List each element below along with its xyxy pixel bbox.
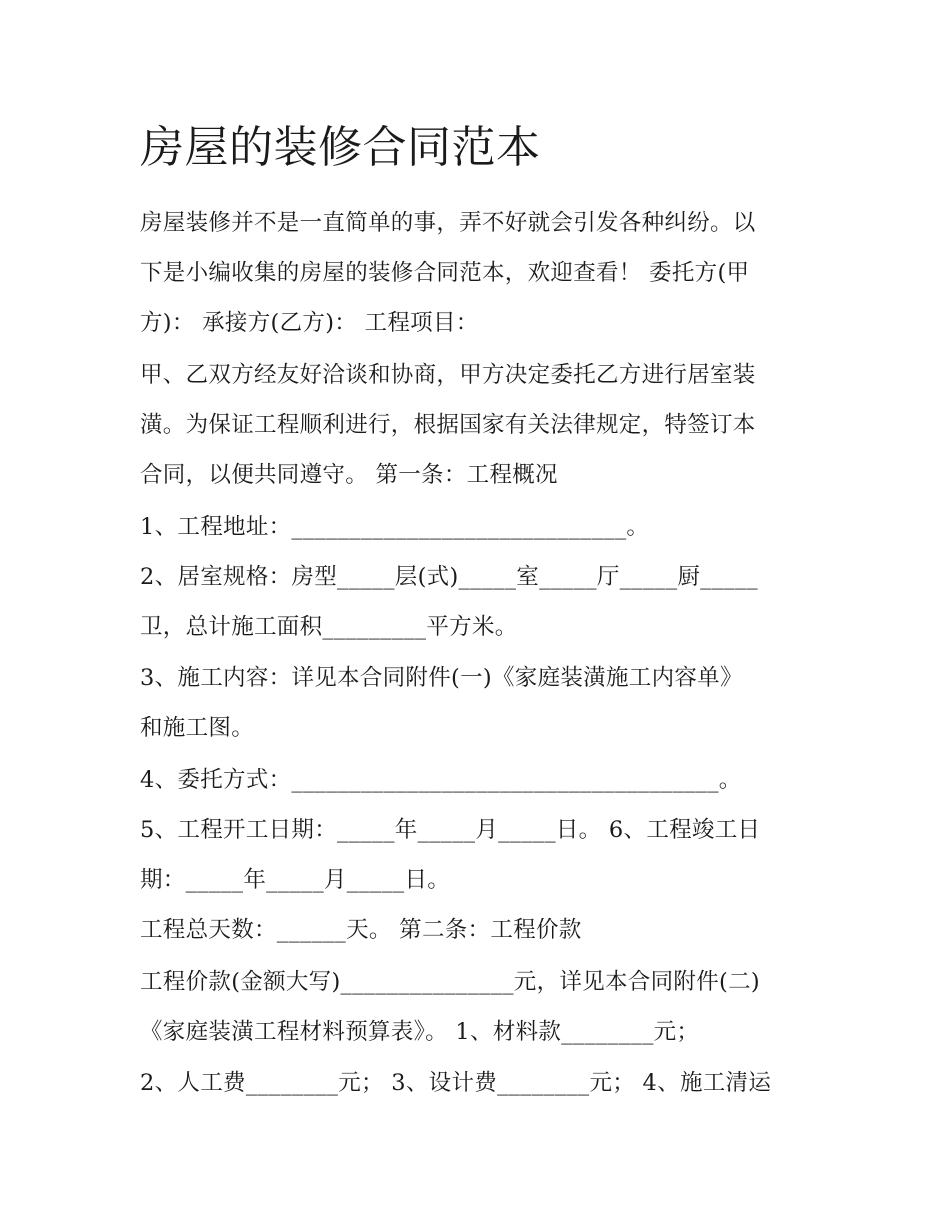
paragraph-line: 5、工程开工日期：_____年_____月_____日。 6、工程竣工日 — [140, 817, 761, 843]
paragraph-line: 下是小编收集的房屋的装修合同范本，欢迎查看！ 委托方(甲 — [140, 260, 750, 286]
paragraph-line: 3、施工内容：详见本合同附件(一)《家庭装潢施工内容单》 — [140, 665, 743, 691]
paragraph-line: 1、工程地址：_____________________________。 — [140, 514, 650, 540]
paragraph-line: 潢。为保证工程顺利进行，根据国家有关法律规定，特签订本 — [140, 412, 756, 438]
paragraph-line: 工程总天数：______天。 第二条：工程价款 — [140, 917, 582, 943]
paragraph-line: 2、居室规格：房型_____层(式)_____室_____厅_____厨_____ — [140, 564, 758, 590]
paragraph-line: 2、人工费________元； 3、设计费________元； 4、施工清运 — [140, 1070, 772, 1096]
paragraph-line: 4、委托方式：_____________________________________。 — [140, 767, 742, 793]
paragraph-line: 和施工图。 — [140, 715, 255, 741]
paragraph-line: 工程价款(金额大写)_______________元，详见本合同附件(二) — [140, 969, 760, 995]
paragraph-line: 合同，以便共同遵守。 第一条：工程概况 — [140, 462, 558, 488]
paragraph-line: 《家庭装潢工程材料预算表》。 1、材料款________元； — [140, 1019, 700, 1045]
paragraph-line: 期：_____年_____月_____日。 — [140, 867, 451, 893]
paragraph-line: 房屋装修并不是一直简单的事，弄不好就会引发各种纠纷。以 — [140, 210, 756, 236]
paragraph-line: 甲、乙双方经友好洽谈和协商，甲方决定委托乙方进行居室装 — [140, 362, 756, 388]
paragraph-line: 方)： 承接方(乙方)： 工程项目： — [140, 310, 479, 336]
paragraph-line: 卫，总计施工面积_________平方米。 — [140, 614, 518, 640]
page-title: 房屋的装修合同范本 — [140, 122, 541, 173]
